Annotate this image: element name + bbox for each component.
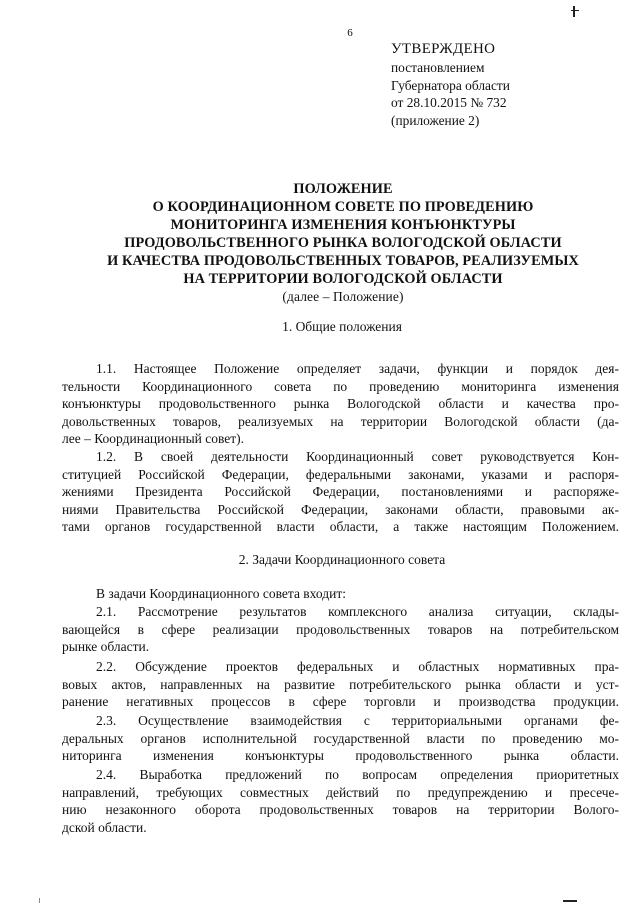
title-line: МОНИТОРИНГА ИЗМЕНЕНИЯ КОНЪЮНКТУРЫ <box>170 216 516 233</box>
paragraph-2-4 <box>62 766 619 836</box>
text-line: направлений, требующих совместных действий по предупреждению и пресече- <box>62 784 619 800</box>
text-line: вающейся в сфере реализации продовольственных товаров на потребительском <box>62 621 619 637</box>
text-line: 2.3. Осуществление взаимодействия с территориальными органами фе- <box>96 713 619 728</box>
text-line: ранение негативных процессов в сфере торговли и производства продукции. <box>62 694 619 710</box>
text-line: 2.1. Рассмотрение результатов комплексного анализа ситуации, склады- <box>96 604 619 619</box>
approval-line: (приложение 2) <box>391 112 480 128</box>
title-line: ПРОДОВОЛЬСТВЕННОГО РЫНКА ВОЛОГОДСКОЙ ОБЛАСТИ <box>124 234 562 251</box>
text-line: 2.4. Выработка предложений по вопросам определения приоритетных <box>96 767 619 782</box>
text-line: довольственных товаров, реализуемых на территории Вологодской области (да- <box>62 413 619 429</box>
text-line: дской области. <box>62 819 147 835</box>
text-line: нию незаконного оборота продовольственных товаров на территории Волого- <box>62 802 619 818</box>
paragraph-2-3 <box>62 712 619 765</box>
page-number: 6 <box>347 27 353 39</box>
text-line: 1.1. Настоящее Положение определяет задачи, функции и порядок дея- <box>96 361 619 376</box>
text-line: тами органов государственной власти области, а также настоящим Положением. <box>62 519 619 535</box>
text-line: тельности Координационного совета по проведению мониторинга изменения <box>62 378 619 394</box>
title-line: ПОЛОЖЕНИЕ <box>293 181 393 197</box>
text-line: лее – Координационный совет). <box>62 431 245 447</box>
paragraph-2-2 <box>62 658 619 711</box>
scan-artifact <box>39 898 40 903</box>
title-line: И КАЧЕСТВА ПРОДОВОЛЬСТВЕННЫХ ТОВАРОВ, РЕАЛИЗУЕМЫХ <box>107 252 579 269</box>
approval-line: от 28.10.2015 № 732 <box>391 95 507 111</box>
title-subtitle: (далее – Положение) <box>282 289 404 305</box>
tasks-intro <box>96 585 619 603</box>
paragraph-1-2 <box>62 448 619 536</box>
approval-stamp <box>391 40 631 129</box>
title-line: НА ТЕРРИТОРИИ ВОЛОГОДСКОЙ ОБЛАСТИ <box>183 270 503 287</box>
text-line: ниями Правительства Российской Федерации, законами области, правовыми ак- <box>62 501 619 517</box>
paragraph-1-1 <box>62 360 619 448</box>
approval-line: УТВЕРЖДЕНО <box>391 41 496 57</box>
scan-artifact <box>563 900 577 902</box>
approval-line: постановлением <box>391 60 485 75</box>
scan-artifact <box>571 10 579 11</box>
text-line: 2.2. Обсуждение проектов федеральных и областных нормативных пра- <box>96 659 619 674</box>
title-line: О КООРДИНАЦИОННОМ СОВЕТЕ ПО ПРОВЕДЕНИЮ <box>152 198 534 215</box>
text-line: деральных органов исполнительной государственной власти по проведению мо- <box>62 730 619 746</box>
section-heading: 2. Задачи Координационного совета <box>238 552 446 567</box>
document-title <box>58 181 628 306</box>
text-line: вовых актов, направленных на развитие потребительского рынка области и уст- <box>62 676 619 692</box>
text-line: ниторинга изменения конъюнктуры продовольственного рынка области. <box>62 748 619 764</box>
approval-line: Губернатора области <box>391 77 510 93</box>
section-heading: 1. Общие положения <box>282 319 402 334</box>
text-line: конъюнктуры продовольственного рынка Вологодской области и качества про- <box>62 396 619 412</box>
text-line: рынке области. <box>62 639 150 655</box>
text-line: ституцией Российской Федерации, федеральными законами, указами и распоря- <box>62 466 619 482</box>
text-line: 1.2. В своей деятельности Координационный совет руководствуется Кон- <box>96 449 619 464</box>
text-line: В задачи Координационного совета входит: <box>96 586 347 601</box>
paragraph-2-1 <box>62 603 619 656</box>
text-line: жениями Президента Российской Федерации, постановлениями и распоряже- <box>62 484 619 500</box>
scan-artifact <box>573 6 575 17</box>
